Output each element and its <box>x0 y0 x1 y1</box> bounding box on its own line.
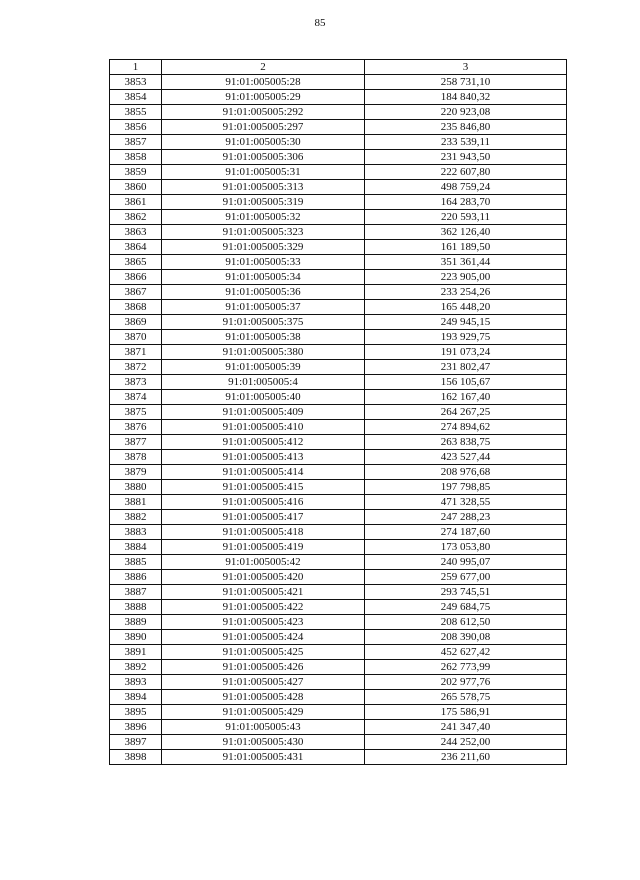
row-number-cell: 3864 <box>110 240 162 255</box>
table-row <box>110 720 567 735</box>
cadastral-number-cell: 91:01:005005:419 <box>162 540 365 555</box>
value-cell: 259 677,00 <box>365 570 567 585</box>
table-row <box>110 345 567 360</box>
table-row <box>110 480 567 495</box>
table-row <box>110 675 567 690</box>
cadastral-number-cell: 91:01:005005:36 <box>162 285 365 300</box>
cadastral-number-cell: 91:01:005005:430 <box>162 735 365 750</box>
cadastral-number-cell: 91:01:005005:319 <box>162 195 365 210</box>
row-number-cell: 3872 <box>110 360 162 375</box>
value-cell: 156 105,67 <box>365 375 567 390</box>
row-number-cell: 3876 <box>110 420 162 435</box>
cadastral-number-cell: 91:01:005005:39 <box>162 360 365 375</box>
cadastral-number-cell: 91:01:005005:429 <box>162 705 365 720</box>
cadastral-number-cell: 91:01:005005:414 <box>162 465 365 480</box>
value-cell: 164 283,70 <box>365 195 567 210</box>
table-row <box>110 300 567 315</box>
table-row <box>110 645 567 660</box>
table-body <box>110 75 567 765</box>
row-number-cell: 3874 <box>110 390 162 405</box>
table-row <box>110 240 567 255</box>
row-number-cell: 3889 <box>110 615 162 630</box>
table-row <box>110 585 567 600</box>
value-cell: 161 189,50 <box>365 240 567 255</box>
row-number-cell: 3863 <box>110 225 162 240</box>
table-row <box>110 180 567 195</box>
table-row <box>110 750 567 765</box>
table-row <box>110 375 567 390</box>
cadastral-number-cell: 91:01:005005:409 <box>162 405 365 420</box>
value-cell: 351 361,44 <box>365 255 567 270</box>
table-row <box>110 270 567 285</box>
value-cell: 191 073,24 <box>365 345 567 360</box>
row-number-cell: 3893 <box>110 675 162 690</box>
row-number-cell: 3877 <box>110 435 162 450</box>
value-cell: 202 977,76 <box>365 675 567 690</box>
cadastral-number-cell: 91:01:005005:43 <box>162 720 365 735</box>
cadastral-number-cell: 91:01:005005:425 <box>162 645 365 660</box>
cadastral-number-cell: 91:01:005005:297 <box>162 120 365 135</box>
cadastral-number-cell: 91:01:005005:323 <box>162 225 365 240</box>
cadastral-number-cell: 91:01:005005:306 <box>162 150 365 165</box>
table-row <box>110 450 567 465</box>
table-row <box>110 330 567 345</box>
value-cell: 263 838,75 <box>365 435 567 450</box>
row-number-cell: 3867 <box>110 285 162 300</box>
value-cell: 208 612,50 <box>365 615 567 630</box>
value-cell: 235 846,80 <box>365 120 567 135</box>
value-cell: 220 593,11 <box>365 210 567 225</box>
row-number-cell: 3859 <box>110 165 162 180</box>
cadastral-number-cell: 91:01:005005:412 <box>162 435 365 450</box>
row-number-cell: 3873 <box>110 375 162 390</box>
cadastral-number-cell: 91:01:005005:410 <box>162 420 365 435</box>
value-cell: 222 607,80 <box>365 165 567 180</box>
table-row <box>110 570 567 585</box>
row-number-cell: 3885 <box>110 555 162 570</box>
cadastral-number-cell: 91:01:005005:28 <box>162 75 365 90</box>
row-number-cell: 3858 <box>110 150 162 165</box>
table-row <box>110 195 567 210</box>
cadastral-number-cell: 91:01:005005:37 <box>162 300 365 315</box>
cadastral-number-cell: 91:01:005005:4 <box>162 375 365 390</box>
row-number-cell: 3875 <box>110 405 162 420</box>
cadastral-number-cell: 91:01:005005:29 <box>162 90 365 105</box>
table-row <box>110 405 567 420</box>
value-cell: 220 923,08 <box>365 105 567 120</box>
value-cell: 249 684,75 <box>365 600 567 615</box>
cadastral-number-cell: 91:01:005005:426 <box>162 660 365 675</box>
value-cell: 265 578,75 <box>365 690 567 705</box>
header-row <box>110 60 567 75</box>
value-cell: 249 945,15 <box>365 315 567 330</box>
row-number-cell: 3869 <box>110 315 162 330</box>
table-row <box>110 120 567 135</box>
row-number-cell: 3862 <box>110 210 162 225</box>
table-row <box>110 90 567 105</box>
value-cell: 231 943,50 <box>365 150 567 165</box>
value-cell: 240 995,07 <box>365 555 567 570</box>
header-cell-3: 3 <box>365 60 567 75</box>
cadastral-number-cell: 91:01:005005:427 <box>162 675 365 690</box>
cadastral-number-cell: 91:01:005005:329 <box>162 240 365 255</box>
table-row <box>110 165 567 180</box>
cadastral-number-cell: 91:01:005005:424 <box>162 630 365 645</box>
cadastral-number-cell: 91:01:005005:30 <box>162 135 365 150</box>
row-number-cell: 3895 <box>110 705 162 720</box>
table-row <box>110 75 567 90</box>
row-number-cell: 3871 <box>110 345 162 360</box>
value-cell: 244 252,00 <box>365 735 567 750</box>
row-number-cell: 3855 <box>110 105 162 120</box>
row-number-cell: 3888 <box>110 600 162 615</box>
row-number-cell: 3853 <box>110 75 162 90</box>
cadastral-number-cell: 91:01:005005:413 <box>162 450 365 465</box>
table-row <box>110 705 567 720</box>
value-cell: 293 745,51 <box>365 585 567 600</box>
table-row <box>110 435 567 450</box>
cadastral-number-cell: 91:01:005005:292 <box>162 105 365 120</box>
cadastral-number-cell: 91:01:005005:313 <box>162 180 365 195</box>
table-row <box>110 540 567 555</box>
cadastral-number-cell: 91:01:005005:38 <box>162 330 365 345</box>
value-cell: 208 976,68 <box>365 465 567 480</box>
row-number-cell: 3892 <box>110 660 162 675</box>
row-number-cell: 3878 <box>110 450 162 465</box>
row-number-cell: 3866 <box>110 270 162 285</box>
table-row <box>110 105 567 120</box>
cadastral-number-cell: 91:01:005005:431 <box>162 750 365 765</box>
table-row <box>110 600 567 615</box>
value-cell: 274 187,60 <box>365 525 567 540</box>
row-number-cell: 3881 <box>110 495 162 510</box>
cadastral-number-cell: 91:01:005005:420 <box>162 570 365 585</box>
value-cell: 471 328,55 <box>365 495 567 510</box>
table-row <box>110 390 567 405</box>
row-number-cell: 3865 <box>110 255 162 270</box>
cadastral-number-cell: 91:01:005005:416 <box>162 495 365 510</box>
row-number-cell: 3880 <box>110 480 162 495</box>
table-row <box>110 510 567 525</box>
header-cell-1: 1 <box>110 60 162 75</box>
row-number-cell: 3857 <box>110 135 162 150</box>
cadastral-number-cell: 91:01:005005:40 <box>162 390 365 405</box>
cadastral-number-cell: 91:01:005005:375 <box>162 315 365 330</box>
value-cell: 362 126,40 <box>365 225 567 240</box>
value-cell: 223 905,00 <box>365 270 567 285</box>
value-cell: 165 448,20 <box>365 300 567 315</box>
value-cell: 184 840,32 <box>365 90 567 105</box>
table-row <box>110 735 567 750</box>
data-table <box>109 59 567 765</box>
cadastral-number-cell: 91:01:005005:415 <box>162 480 365 495</box>
cadastral-number-cell: 91:01:005005:42 <box>162 555 365 570</box>
cadastral-number-cell: 91:01:005005:418 <box>162 525 365 540</box>
table-row <box>110 225 567 240</box>
table-row <box>110 615 567 630</box>
row-number-cell: 3897 <box>110 735 162 750</box>
cadastral-number-cell: 91:01:005005:421 <box>162 585 365 600</box>
row-number-cell: 3896 <box>110 720 162 735</box>
table-row <box>110 135 567 150</box>
row-number-cell: 3861 <box>110 195 162 210</box>
row-number-cell: 3891 <box>110 645 162 660</box>
value-cell: 498 759,24 <box>365 180 567 195</box>
cadastral-number-cell: 91:01:005005:422 <box>162 600 365 615</box>
row-number-cell: 3860 <box>110 180 162 195</box>
value-cell: 208 390,08 <box>365 630 567 645</box>
table-row <box>110 525 567 540</box>
cadastral-number-cell: 91:01:005005:31 <box>162 165 365 180</box>
table-row <box>110 630 567 645</box>
value-cell: 162 167,40 <box>365 390 567 405</box>
row-number-cell: 3879 <box>110 465 162 480</box>
value-cell: 197 798,85 <box>365 480 567 495</box>
cadastral-number-cell: 91:01:005005:380 <box>162 345 365 360</box>
table-row <box>110 555 567 570</box>
row-number-cell: 3856 <box>110 120 162 135</box>
table-row <box>110 360 567 375</box>
row-number-cell: 3886 <box>110 570 162 585</box>
cadastral-number-cell: 91:01:005005:417 <box>162 510 365 525</box>
table-row <box>110 660 567 675</box>
table-row <box>110 285 567 300</box>
row-number-cell: 3870 <box>110 330 162 345</box>
value-cell: 258 731,10 <box>365 75 567 90</box>
table-row <box>110 420 567 435</box>
value-cell: 233 254,26 <box>365 285 567 300</box>
row-number-cell: 3884 <box>110 540 162 555</box>
row-number-cell: 3894 <box>110 690 162 705</box>
value-cell: 193 929,75 <box>365 330 567 345</box>
row-number-cell: 3883 <box>110 525 162 540</box>
value-cell: 233 539,11 <box>365 135 567 150</box>
page-number: 85 <box>314 17 326 29</box>
value-cell: 173 053,80 <box>365 540 567 555</box>
value-cell: 423 527,44 <box>365 450 567 465</box>
value-cell: 264 267,25 <box>365 405 567 420</box>
value-cell: 241 347,40 <box>365 720 567 735</box>
cadastral-number-cell: 91:01:005005:34 <box>162 270 365 285</box>
row-number-cell: 3898 <box>110 750 162 765</box>
row-number-cell: 3868 <box>110 300 162 315</box>
cadastral-number-cell: 91:01:005005:428 <box>162 690 365 705</box>
cadastral-number-cell: 91:01:005005:33 <box>162 255 365 270</box>
row-number-cell: 3887 <box>110 585 162 600</box>
cadastral-number-cell: 91:01:005005:32 <box>162 210 365 225</box>
value-cell: 236 211,60 <box>365 750 567 765</box>
table-row <box>110 150 567 165</box>
table-row <box>110 210 567 225</box>
value-cell: 262 773,99 <box>365 660 567 675</box>
table-row <box>110 255 567 270</box>
row-number-cell: 3882 <box>110 510 162 525</box>
value-cell: 452 627,42 <box>365 645 567 660</box>
value-cell: 175 586,91 <box>365 705 567 720</box>
table-row <box>110 495 567 510</box>
table-row <box>110 315 567 330</box>
row-number-cell: 3854 <box>110 90 162 105</box>
value-cell: 231 802,47 <box>365 360 567 375</box>
row-number-cell: 3890 <box>110 630 162 645</box>
header-cell-2: 2 <box>162 60 365 75</box>
cadastral-number-cell: 91:01:005005:423 <box>162 615 365 630</box>
table-header <box>110 60 567 75</box>
value-cell: 247 288,23 <box>365 510 567 525</box>
table-row <box>110 465 567 480</box>
value-cell: 274 894,62 <box>365 420 567 435</box>
table-row <box>110 690 567 705</box>
